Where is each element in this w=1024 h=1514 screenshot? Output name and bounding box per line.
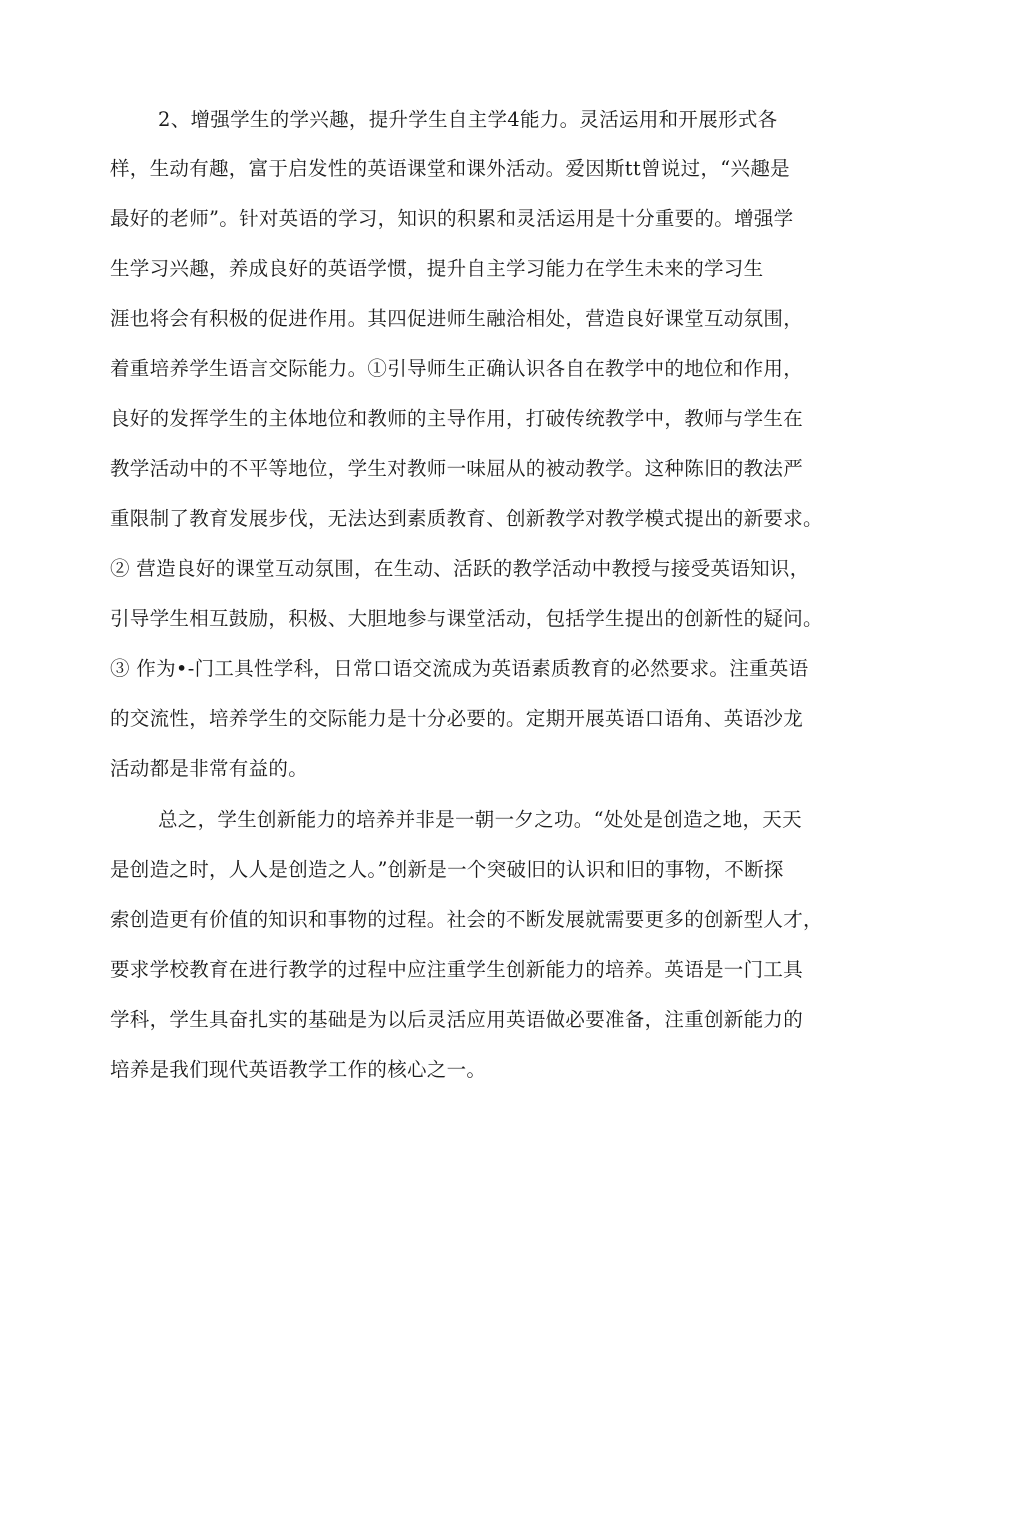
text-line: 活动都是非常有益的。 [110,757,309,780]
text-line: 着重培养学生语言交际能力。①引导师生正确认识各自在教学中的地位和作用， [110,357,804,380]
text-line: 引导学生相互鼓励，积极、大胆地参与课堂活动，包括学生提出的创新性的疑问。 [110,607,823,630]
text-line: 教学活动中的不平等地位，学生对教师一味屈从的被动教学。这种陈旧的教法严 [110,457,804,480]
text-line: 培养是我们现代英语教学工作的核心之一。 [110,1058,487,1081]
text-line: 涯也将会有积极的促进作用。其四促进师生融洽相处，营造良好课堂互动氛围， [110,307,804,330]
text-line: 重限制了教育发展步伐，无法达到素质教育、创新教学对教学模式提出的新要求。 [110,507,823,530]
text-line: 最好的老师”。针对英语的学习，知识的积累和灵活运用是十分重要的。增强学 [110,207,794,230]
text-line: 良好的发挥学生的主体地位和教师的主导作用，打破传统教学中，教师与学生在 [110,407,804,430]
text-line: ② 营造良好的课堂互动氛围，在生动、活跃的教学活动中教授与接受英语知识， [110,557,810,580]
text-line: ③ 作为•-门工具性学科，日常口语交流成为英语素质教育的必然要求。注重英语 [110,657,809,680]
text-line: 总之，学生创新能力的培养并非是一朝一夕之功。“处处是创造之地，天天 [158,808,802,831]
text-line: 学科，学生具奋扎实的基础是为以后灵活应用英语做必要准备，注重创新能力的 [110,1008,804,1031]
text-line: 2、增强学生的学兴趣，提升学生自主学4能力。灵活运用和开展形式各 [158,108,778,131]
text-line: 是创造之时，人人是创造之人。”创新是一个突破旧的认识和旧的事物，不断探 [110,858,784,881]
text-line: 生学习兴趣，养成良好的英语学惯，提升自主学习能力在学生未来的学习生 [110,257,764,280]
text-line: 索创造更有价值的知识和事物的过程。社会的不断发展就需要更多的创新型人才， [110,908,823,931]
text-line: 样，生动有趣，富于启发性的英语课堂和课外活动。爱因斯tt曾说过，“兴趣是 [110,157,790,180]
text-line: 要求学校教育在进行教学的过程中应注重学生创新能力的培养。英语是一门工具 [110,958,804,981]
text-line: 的交流性，培养学生的交际能力是十分必要的。定期开展英语口语角、英语沙龙 [110,707,804,730]
